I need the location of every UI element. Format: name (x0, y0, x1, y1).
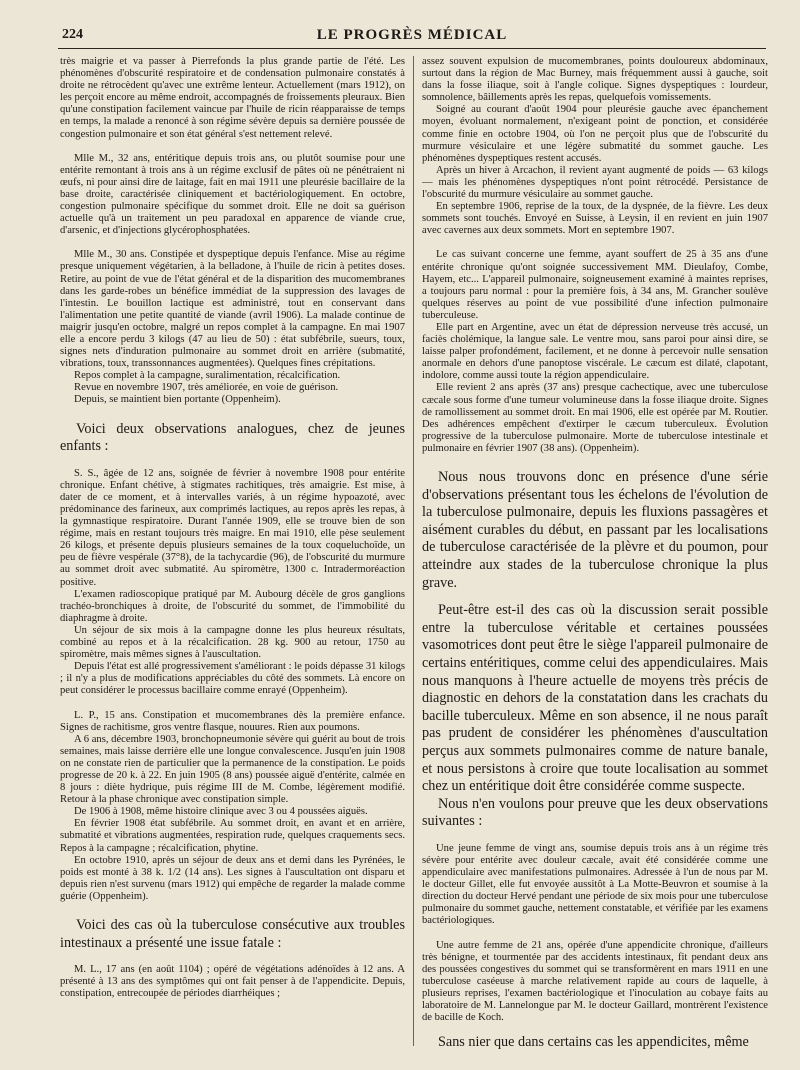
paragraph: Nous n'en voulons pour preuve que les deux observations suivantes : (422, 795, 768, 830)
left-column (60, 56, 405, 1050)
journal-title: LE PROGRÈS MÉDICAL (316, 26, 508, 43)
section-intro: Voici des cas où la tuberculose consécutive aux troubles intestinaux a présenté une issue fatale : (60, 917, 405, 951)
paragraph: Nous nous trouvons donc en présence d'une série d'observations présentant tous les échelons de l'évolution de la tuberculose pulmonaire, depuis les fluxions passagères et aisément curables du début, en passant par les localisations de tuberculose caractérisée de la plèvre et du poumon, pour atteindre aux stades de la tuberculose chronique la plus grave. (422, 469, 768, 591)
paragraph: De 1906 à 1908, même histoire clinique avec 3 ou 4 poussées aiguës. (74, 806, 368, 818)
paragraph: Soigné au courant d'août 1904 pour pleurésie gauche avec épanchement moyen, évoluant normalement, n'exigeant point de ponction, et considérée comme finie en octobre 1904, où l'on ne perçoit plus que de l'obscurité du murmure vésiculaire et une légère submatité du sommet gauche. Les phénomènes dyspeptiques restent accusés. (422, 104, 768, 164)
paragraph: A 6 ans, décembre 1903, bronchopneumonie sévère qui guérit au bout de trois semaines, mais laisse derrière elle une longue convalescence. Jusqu'en juin 1908 on ne constate rien de particulier que la permanence de la constipation. Le poids progresse de 20 k. à 22. En juin 1905 (8 ans) poussée aiguë d'entérite, calmée en 8 jours : diète hydrique, puis régime III de M. Combe, légèrement modifié. Retour à la phase chronique avec constipation simple. (60, 733, 405, 806)
paragraph: Sans nier que dans certains cas les appendicites, même (438, 1034, 749, 1050)
quoted-observation: Une autre femme de 21 ans, opérée d'une appendicite chronique, d'ailleurs très bénigne, et tourmentée par des accidents intestinaux, fit pendant deux ans des poussées congestives du sommet qui se transformèrent en mars 1911 en une tuberculose caséeuse à marche relativement rapide au cours de laquelle, à plusieurs reprises, l'examen bactériologique et l'inoculation au cobaye faits au laboratoire de M. Lannelongue par M. le docteur Gaillard, montrèrent l'existence de bacille de Koch. (422, 939, 768, 1024)
paragraph: Revue en novembre 1907, très améliorée, en voie de guérison. (74, 382, 339, 394)
paragraph: En février 1908 état subfébrile. Au sommet droit, en avant et en arrière, submatité et vibrations augmentées, respiration rude, quelques craquements secs. Repos à la campagne ; récalcification, phytine. (60, 818, 405, 854)
paragraph: Le cas suivant concerne une femme, ayant souffert de 25 à 35 ans d'une entérite chronique qu'ont soignée successivement MM. Dieulafoy, Combe, Hayem, etc... L'appareil pulmonaire, soigneusement examiné à maintes reprises, a toujours paru normal : pour la première fois, à 34 ans, M. Grancher soulève quelques réserves au point de vue possibilité d'une infection pulmonaire tuberculeuse. (422, 249, 768, 321)
paragraph: En octobre 1910, après un séjour de deux ans et demi dans les Pyrénées, le poids est monté à 38 k. 1/2 (14 ans). Les signes à l'auscultation ont disparu et depuis rien n'est survenu (mars 1912) qui empêche de regarder la malade comme guérie (Oppenheim). (60, 854, 405, 902)
section-intro: Voici deux observations analogues, chez de jeunes enfants : (60, 420, 405, 455)
column-divider (413, 56, 414, 1046)
paragraph: M. L., 17 ans (en août 1104) ; opéré de végétations adénoïdes à 12 ans. A présenté à 13 ans des symptômes qui ont fait penser à de l'appendicite. Depuis, constipation, entrecoupée de périodes diarrhéiques ; (60, 964, 405, 1000)
paragraph: Un séjour de six mois à la campagne donne les plus heureux résultats, combiné au repos et à la récalcification. 28 kg. 900 au retour, 1750 au spiromètre, mais mêmes signes à l'auscultation. (60, 624, 405, 661)
paragraph: L'examen radioscopique pratiqué par M. Aubourg décèle de gros ganglions trachéo-bronchiques à droite, de l'obscurité du sommet, de l'immobilité du diaphragme à droite. (60, 588, 405, 624)
paragraph: L. P., 15 ans. Constipation et mucomembranes dès la première enfance. Signes de rachitisme, gros ventre flasque, nouures. Rien aux poumons. (60, 709, 405, 733)
right-column (422, 56, 768, 1050)
paragraph: Elle part en Argentine, avec un état de dépression nerveuse très accusé, un faciès cholémique, la langue sale. Le ventre mou, sans paroi pour ainsi dire, se laisse palper profondément, facilement, et ne donne à percevoir nulle sensation anormale en dehors d'une panoptose viscérale. Le cæcum est dilaté, clapotant, indolore, comme aussi toute la région appendiculaire. (422, 321, 768, 382)
paragraph: Depuis l'état est allé progressivement s'améliorant : le poids dépasse 31 kilogs ; il n'y a plus de modifications appréciables du côté des sommets. Là encore on peut considérer le processus bacillaire comme enrayé (Oppenheim). (60, 661, 405, 697)
paragraph: Mlle M., 32 ans, entéritique depuis trois ans, ou plutôt soumise pour une entérite remontant à trois ans à un régime exclusif de pâtes où ne pénétraient ni œufs, ni pour ainsi dire de laitage, fait en mai 1911 une pleurésie bacillaire de la base droite, caractérisée cliniquement et bactériologiquement. En octobre, congestion pulmonaire spécifique du sommet droit. Elle ne doit sa guérison actuelle qu'à un traitement un peu paradoxal en apparence de viande crue, d'arsenic, et d'injections glycérophosphatées. (60, 152, 405, 237)
paragraph: En septembre 1906, reprise de la toux, de la dyspnée, de la fièvre. Les deux sommets sont touchés. Envoyé en Suisse, à Leysin, il en revient en juin 1907 avec cavernes aux deux sommets. Mort en septembre 1907. (422, 201, 768, 237)
header-rule (58, 48, 766, 49)
paragraph: très maigrie et va passer à Pierrefonds la plus grande partie de l'été. Les phénomènes d'obscurité respiratoire et de condensation pulmonaire constatés à droite ne rétrocèdent qu'avec une extrême lenteur. Actuellement (mars 1912), on les perçoit encore au même endroit, accompagnés de froissements pleuraux. Bien qu'une constipation facilement vaincue par l'huile de ricin réapparaisse de temps en temps, la malade a renoncé à son régime sévère depuis sa dernière poussée de congestion pulmonaire et son état général s'est nettement relevé. (60, 56, 405, 140)
page-header (62, 24, 762, 46)
paragraph: Mlle M., 30 ans. Constipée et dyspeptique depuis l'enfance. Mise au régime presque uniquement végétarien, à la belladone, à l'huile de ricin à petites doses. Retire, au point de vue de l'état général et de la disparition des mucomembranes dans les garde-robes un bénéfice immédiat de la suppression des lavages de l'intestin. Le bouillon lactique est administré, tout en conservant dans l'alimentation une petite quantité de viande (avril 1906). La malade continue de maigrir jusqu'en octobre, malgré un repos complet à la campagne. En mai 1907 elle a encore perdu 3 kilogs (47 au lieu de 50) : état subfébrile, sueurs, toux, signes nets d'induration pulmonaire au sommet droit en arrière (submatité, vibrations, toux, transsonnances augmentées). Quelques fines crépitations. (60, 249, 405, 370)
paragraph: assez souvent expulsion de mucomembranes, points douloureux abdominaux, surtout dans la région de Mac Burney, mais fréquemment aussi à gauche, soit dans la fosse iliaque, soit à l'angle colique. Signes dyspeptiques : lourdeur, somnolence, bâillements après les repas, quelquefois vomissements. (422, 56, 768, 104)
paragraph: Repos complet à la campagne, suralimentation, récalcification. (74, 370, 341, 382)
paragraph: Elle revient 2 ans après (37 ans) presque cachectique, avec une tuberculose cæcale sous forme d'une tumeur volumineuse dans la fosse iliaque droite. Signes de ramollissement au sommet droit. En mai 1906, elle est opérée par M. Routier. Des adhérences empêchent d'extirper le cæcum tuberculeux. Évolution progressive de la tuberculose pulmonaire. Morte de tuberculose intestinale et pulmonaire en février 1907 (38 ans). (Oppenheim). (422, 382, 768, 454)
paragraph: Depuis, se maintient bien portante (Oppenheim). (74, 394, 281, 406)
quoted-observation: Une jeune femme de vingt ans, soumise depuis trois ans à un régime très sévère pour entérite avec douleur cæcale, avait été considérée comme une appendiculaire avec manifestations pulmonaires. Adressée à l'un de nous par M. le docteur Gillet, elle fut envoyée aussitôt à La Motte-Beuvron et soumise à la direction du docteur Hervé pendant une période de six mois pour une tuberculose pulmonaire du sommet gauche, nettement constatable, et vérifiée par les examens bactériologiques. (422, 842, 768, 927)
paragraph: S. S., âgée de 12 ans, soignée de février à novembre 1908 pour entérite chronique. Enfant chétive, à stigmates rachitiques, très amaigrie. Est mise, à dater de ce moment, et à intervalles variés, à un régime hypoazoté, avec prédominance des farineux, aux comprimés lactiques, au repos après les repas, à la gymnastique respiratoire. Durant l'année 1909, elle se trouve bien de son régime, mais en restant toujours très maigre. En mai 1910, elle pèse seulement 26 kilogs, et présente depuis plusieurs semaines de la toux coqueluchoïde, un peu de fièvre vespérale (37°8), de la tachycardie (96), de l'obscurité du murmure au sommet droit avec submatité. Au spiromètre, 1300 c. Intradermoréaction positive. (60, 467, 405, 588)
paragraph: Après un hiver à Arcachon, il revient ayant augmenté de poids — 63 kilogs — mais les phénomènes dyspeptiques n'ont point rétrocédé. Persistance de l'obscurité du murmure vésiculaire au sommet gauche. (422, 164, 768, 201)
page-number: 224 (62, 27, 83, 42)
paragraph: Peut-être est-il des cas où la discussion serait possible entre la tuberculose véritable et certaines poussées vasomotrices dont peut être le siège l'appareil pulmonaire de certains entéritiques, comme celui des appendiculaires. Mais nous manquons à l'heure actuelle de moyens très précis de diagnostic en dehors de la constatation dans les crachats du bacille tuberculeux. Même en son absence, il ne nous paraît pas prudent de considérer les phénomènes d'auscultation perçus aux sommets pulmonaires comme de nature banale, et nous persistons à croire que toute localisation au sommet chez un entéritique doit être considérée comme suspecte. (422, 602, 768, 795)
